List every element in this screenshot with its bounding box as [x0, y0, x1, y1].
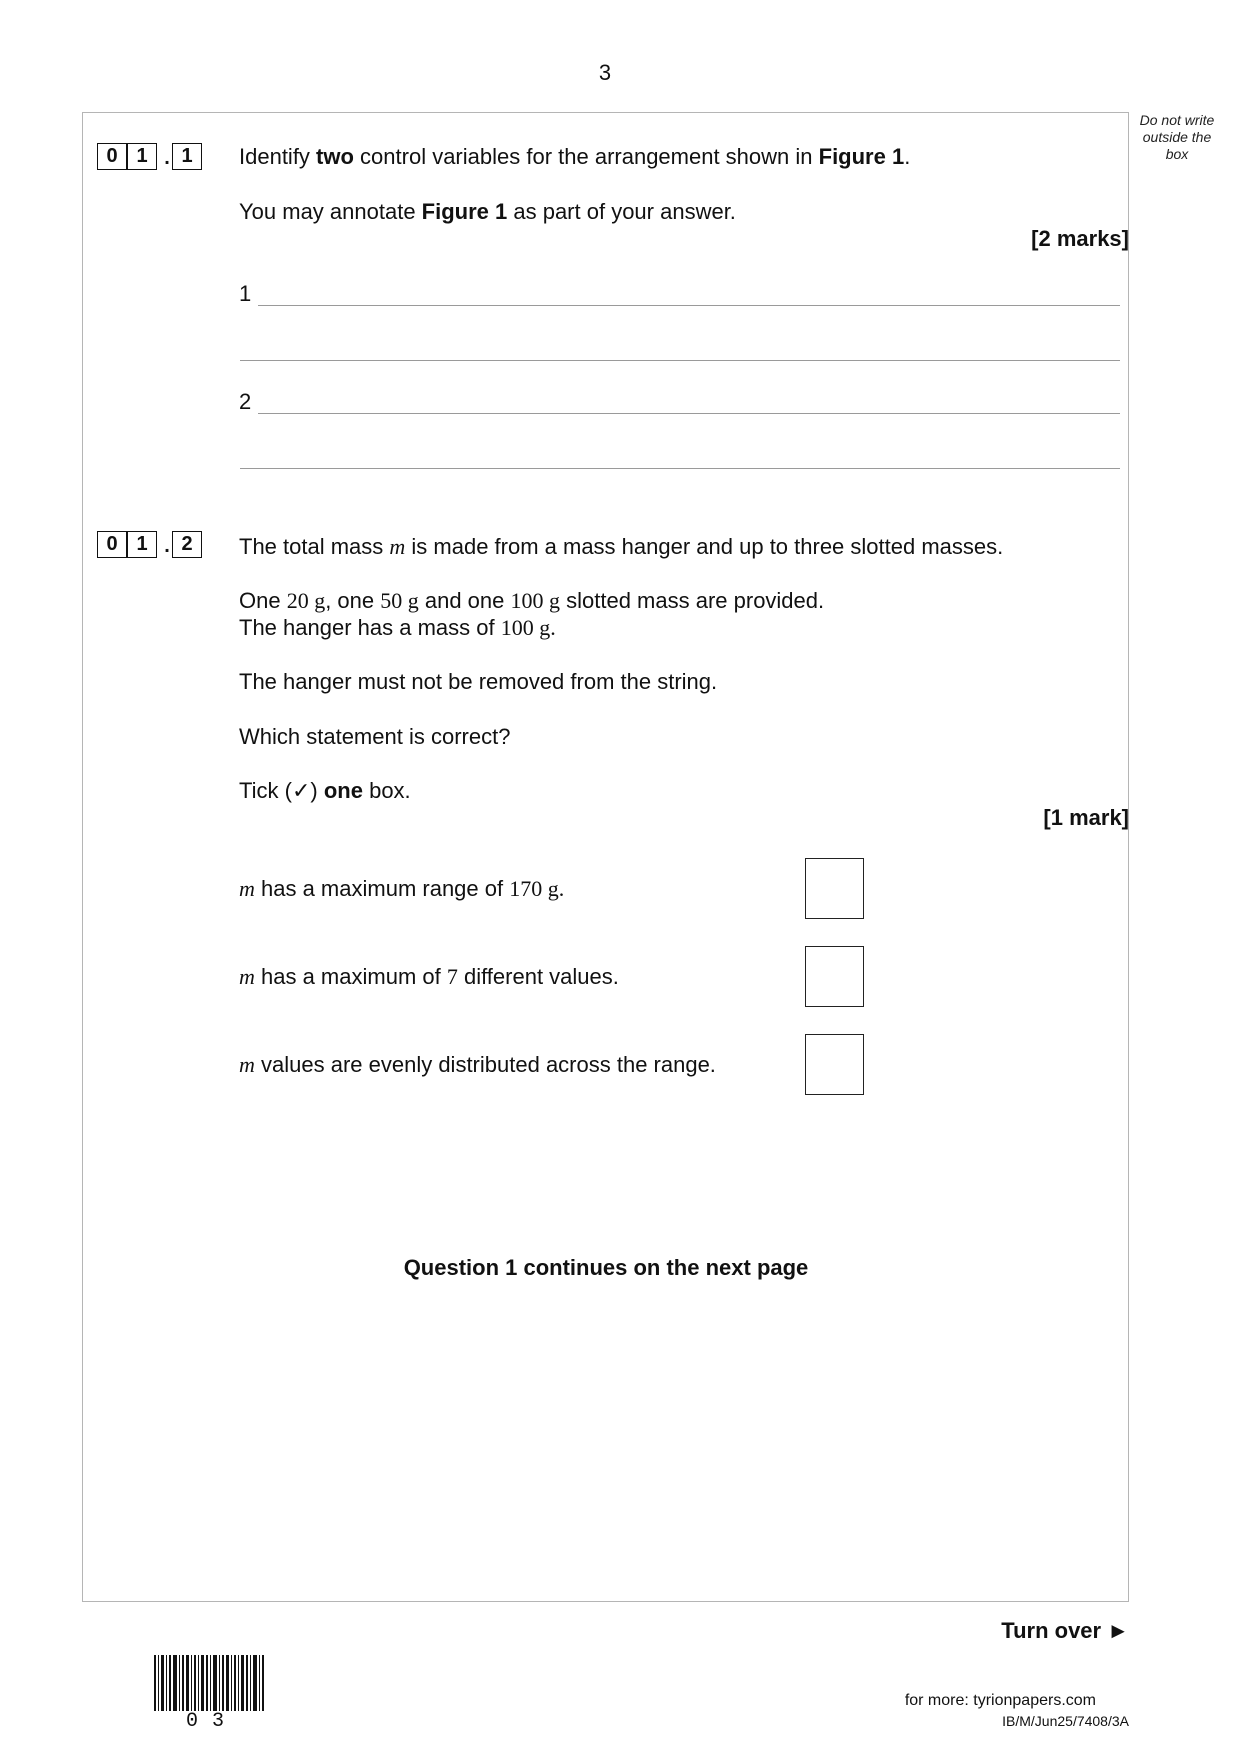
question-digit: 1 — [172, 143, 202, 170]
answer-line[interactable] — [258, 305, 1120, 306]
option-b-text: m has a maximum of 7 different values. — [239, 964, 619, 989]
q1-marks: [2 marks] — [1031, 226, 1129, 251]
question-digit: 0 — [97, 531, 127, 558]
answer-frame — [82, 112, 1129, 1602]
answer-line[interactable] — [240, 360, 1120, 361]
option-a-tickbox[interactable] — [805, 858, 864, 919]
option-b-tickbox[interactable] — [805, 946, 864, 1007]
q2-line-3: The hanger has a mass of 100 g. — [239, 615, 556, 640]
question-number-01-1: 0 1 . 1 — [97, 142, 207, 170]
question-digit: 1 — [127, 531, 157, 558]
q1-annotate-note: You may annotate Figure 1 as part of your answer. — [239, 199, 736, 224]
margin-note: Do not write outside the box — [1139, 112, 1215, 162]
footer-website: for more: tyrionpapers.com — [904, 1692, 1096, 1709]
answer-label-2: 2 — [239, 389, 252, 414]
question-number-01-2: 0 1 . 2 — [97, 530, 207, 558]
option-c-tickbox[interactable] — [805, 1034, 864, 1095]
q2-line-2: One 20 g, one 50 g and one 100 g slotted mass are provided. — [239, 588, 825, 613]
option-a-text: m has a maximum range of 170 g. — [239, 876, 565, 901]
turn-over-link[interactable]: Turn over ► — [1001, 1618, 1129, 1643]
question-digit: 2 — [172, 531, 202, 558]
answer-line[interactable] — [240, 468, 1120, 469]
barcode-number: 0 3 — [186, 1710, 226, 1733]
q2-line-1: The total mass m is made from a mass hanger and up to three slotted masses. — [239, 534, 1004, 559]
answer-label-1: 1 — [239, 281, 252, 306]
q2-line-4: The hanger must not be removed from the string. — [239, 669, 718, 694]
option-c-text: m values are evenly distributed across the range. — [239, 1052, 716, 1077]
question-digit: 0 — [97, 143, 127, 170]
question-digit: 1 — [127, 143, 157, 170]
page-number: 3 — [598, 60, 612, 85]
answer-line[interactable] — [258, 413, 1120, 414]
q1-prompt: Identify two control variables for the arrangement shown in Figure 1. — [239, 144, 911, 169]
q2-tick-instruction: Tick (✓) one box. — [239, 778, 411, 803]
barcode — [154, 1655, 266, 1711]
continues-note: Question 1 continues on the next page — [403, 1255, 809, 1280]
paper-code: IB/M/Jun25/7408/3A — [1002, 1713, 1129, 1729]
q2-marks: [1 mark] — [1043, 805, 1129, 830]
q2-line-5: Which statement is correct? — [239, 724, 511, 749]
